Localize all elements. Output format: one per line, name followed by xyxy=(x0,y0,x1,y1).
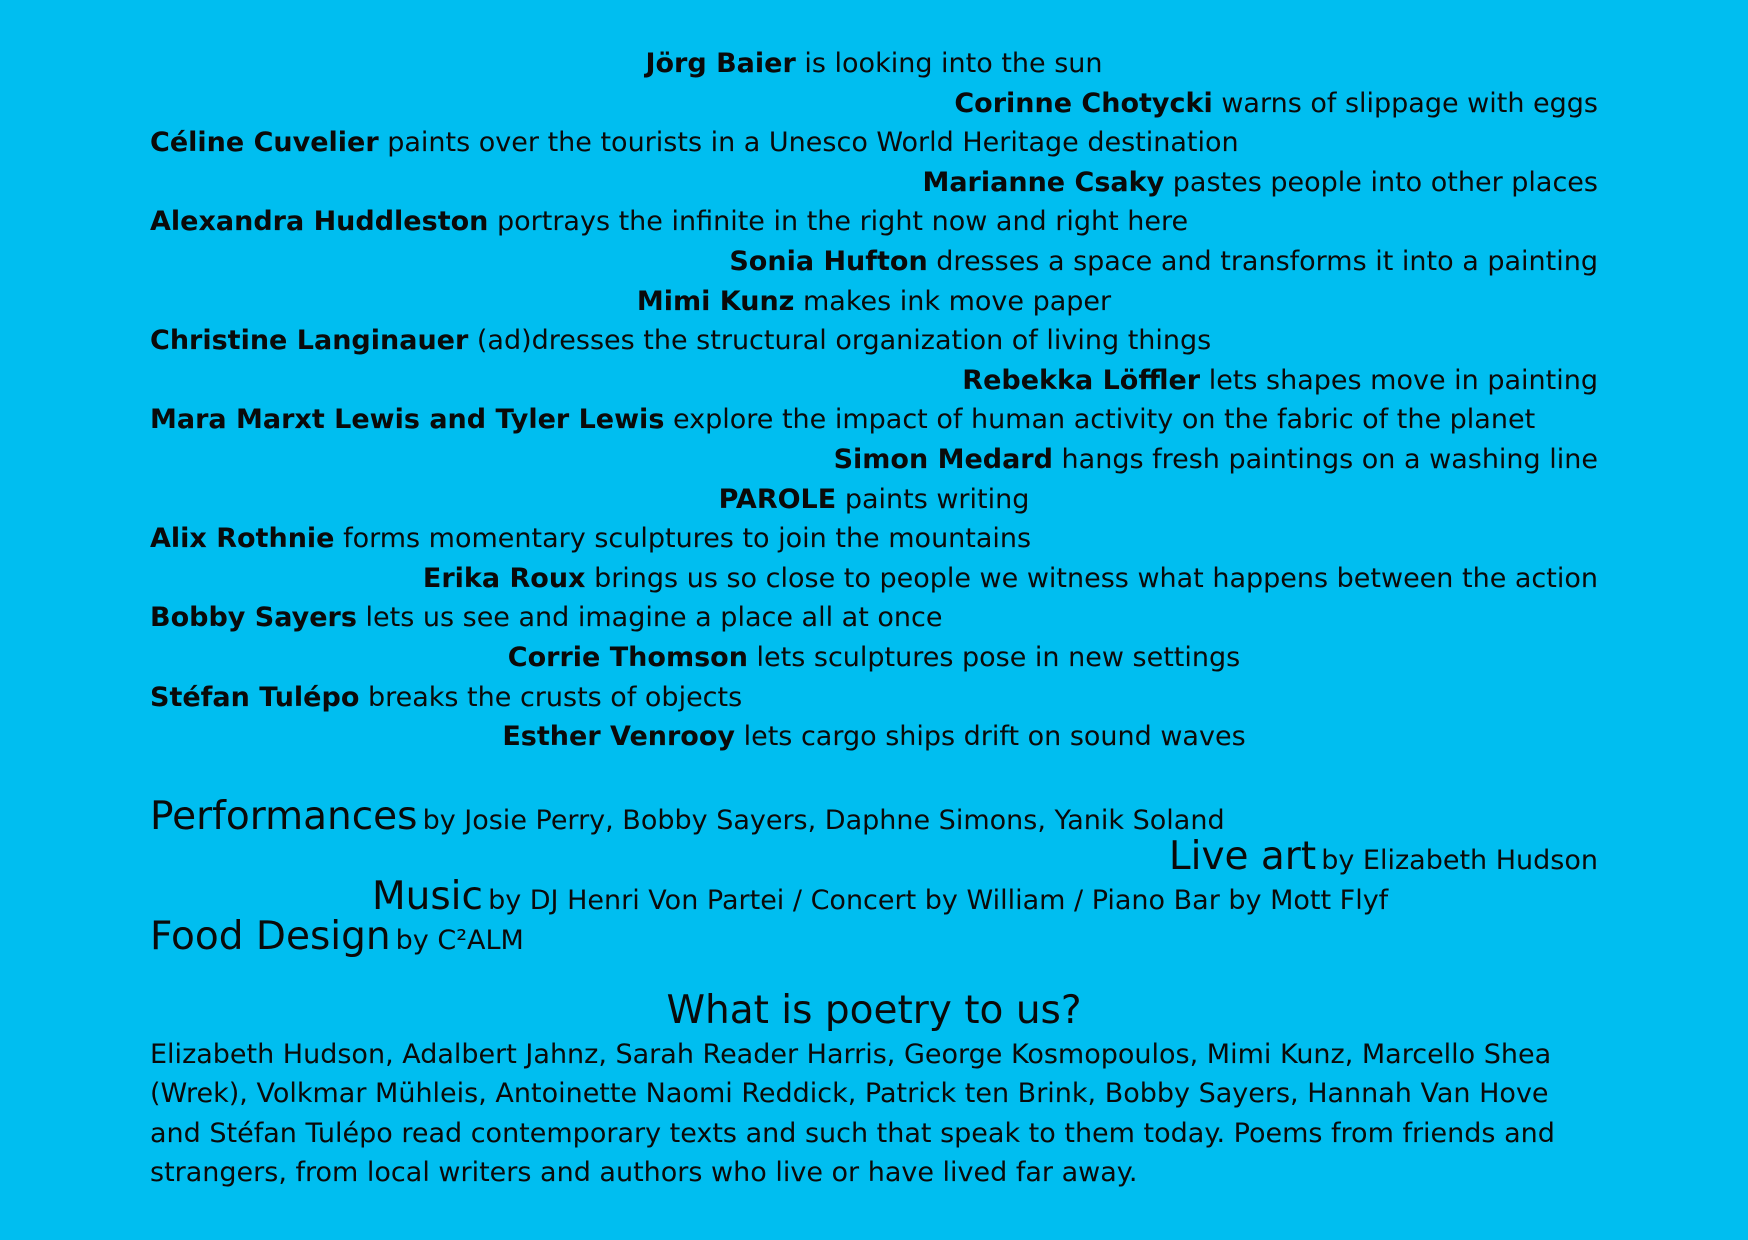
artist-description: warns of slippage with eggs xyxy=(1221,87,1598,119)
artist-description: dresses a space and transforms it into a painting xyxy=(936,245,1598,277)
flyer-page xyxy=(150,44,1598,1193)
artist-line xyxy=(150,440,1598,480)
artist-description: portrays the infinite in the right now and right here xyxy=(496,206,1189,238)
artist-line xyxy=(150,519,1598,559)
artist-line xyxy=(150,242,1598,282)
artist-description: lets cargo ships drift on sound waves xyxy=(743,721,1246,753)
artist-description: paints writing xyxy=(844,483,1030,515)
artist-name: Stéfan Tulépo xyxy=(150,681,360,713)
artist-description: lets us see and imagine a place all at once xyxy=(365,602,943,634)
artist-name: Corrie Thomson xyxy=(507,641,748,673)
artist-description: paints over the tourists in a Unesco World Heritage destination xyxy=(387,127,1239,159)
artist-description: makes ink move paper xyxy=(802,285,1112,317)
artist-name: Mara Marxt Lewis and Tyler Lewis xyxy=(150,404,665,436)
artist-line xyxy=(150,678,1598,718)
artist-line xyxy=(150,163,1598,203)
programme-line xyxy=(150,913,1598,959)
programme-credits: by DJ Henri Von Partei / Concert by William / Piano Bar by Mott Flyf xyxy=(488,884,1389,916)
artist-name: Erika Roux xyxy=(422,562,586,594)
programme-title: Food Design xyxy=(150,913,391,959)
artist-line xyxy=(150,202,1598,242)
artist-name: Céline Cuvelier xyxy=(150,127,379,159)
artist-name: Corinne Chotycki xyxy=(954,87,1213,119)
artist-name: Alexandra Huddleston xyxy=(150,206,489,238)
artist-name: Bobby Sayers xyxy=(150,602,357,634)
poetry-body: Elizabeth Hudson, Adalbert Jahnz, Sarah Reader Harris, George Kosmopoulos, Mimi Kunz, Marcello Shea (Wrek), Volkmar Mühleis, Antoinette Naomi Reddick, Patrick ten Brink, Bobby Sayers, Hannah Van Hove and Stéfan Tulépo read contemporary texts and such that speak to them today. Poems from friends and strangers, from local writers and authors who live or have lived far away. xyxy=(150,1038,1555,1189)
artist-name: Jörg Baier xyxy=(645,48,796,79)
artist-description: is looking into the sun xyxy=(804,48,1103,79)
artist-line xyxy=(150,480,1598,520)
artist-line xyxy=(150,717,1598,757)
artist-description: (ad)dresses the structural organization of living things xyxy=(476,325,1212,357)
artist-line xyxy=(150,598,1598,638)
artist-line xyxy=(150,282,1598,322)
artist-list xyxy=(150,44,1598,757)
artist-name: PAROLE xyxy=(718,483,837,515)
artist-description: forms momentary sculptures to join the mountains xyxy=(343,523,1032,555)
programme-list xyxy=(150,793,1598,959)
artist-description: hangs fresh paintings on a washing line xyxy=(1061,443,1598,475)
poetry-heading: What is poetry to us? xyxy=(666,987,1082,1033)
programme-credits: by Josie Perry, Bobby Sayers, Daphne Simons, Yanik Soland xyxy=(422,804,1225,836)
artist-line xyxy=(150,638,1598,678)
artist-description: explore the impact of human activity on the fabric of the planet xyxy=(672,404,1536,436)
artist-line xyxy=(150,84,1598,124)
artist-name: Esther Venrooy xyxy=(502,721,735,753)
programme-line xyxy=(150,833,1598,879)
artist-line xyxy=(150,123,1598,163)
artist-name: Christine Langinauer xyxy=(150,325,469,357)
artist-description: lets shapes move in painting xyxy=(1208,364,1598,396)
artist-name: Alix Rothnie xyxy=(150,523,335,555)
artist-name: Sonia Hufton xyxy=(729,245,928,277)
programme-credits: by C²ALM xyxy=(395,924,524,956)
artist-line xyxy=(150,321,1598,361)
programme-title: Performances xyxy=(150,793,418,839)
programme-line xyxy=(150,793,1598,839)
artist-name: Simon Medard xyxy=(833,443,1053,475)
artist-description: breaks the crusts of objects xyxy=(367,681,743,713)
artist-description: lets sculptures pose in new settings xyxy=(756,641,1241,673)
artist-name: Rebekka Löffler xyxy=(962,364,1201,396)
programme-credits: by Elizabeth Hudson xyxy=(1321,844,1598,876)
artist-description: brings us so close to people we witness what happens between the action xyxy=(594,562,1598,594)
artist-line xyxy=(150,400,1598,440)
programme-title: Live art xyxy=(1168,833,1317,879)
programme-line xyxy=(150,873,1598,919)
artist-name: Mimi Kunz xyxy=(636,285,795,317)
artist-line xyxy=(150,361,1598,401)
artist-name: Marianne Csaky xyxy=(922,166,1165,198)
artist-description: pastes people into other places xyxy=(1172,166,1598,198)
programme-title: Music xyxy=(372,873,483,919)
artist-line xyxy=(150,559,1598,599)
artist-line xyxy=(150,44,1598,84)
